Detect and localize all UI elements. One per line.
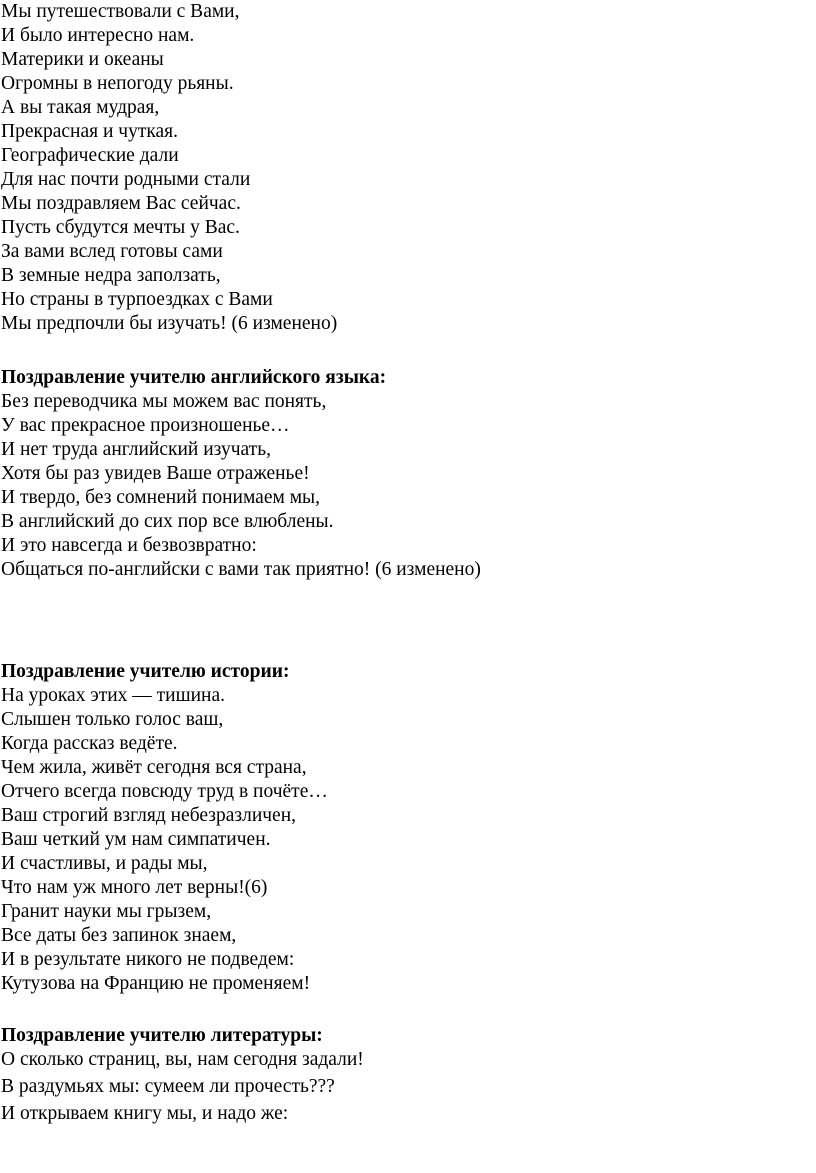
poem-line: Без переводчика мы можем вас понять, bbox=[1, 391, 327, 412]
poem-line: Ваш четкий ум нам симпатичен. bbox=[1, 829, 271, 850]
poem-line: В земные недра заползать, bbox=[1, 265, 221, 286]
poem-line: Для нас почти родными стали bbox=[1, 169, 251, 190]
poem-line: У вас прекрасное произношенье… bbox=[1, 415, 290, 436]
section-heading-english: Поздравление учителю английского языка: bbox=[1, 367, 387, 388]
poem-line: За вами вслед готовы сами bbox=[1, 241, 223, 262]
poem-line: Мы поздравляем Вас сейчас. bbox=[1, 193, 241, 214]
poem-line: Материки и океаны bbox=[1, 49, 164, 70]
poem-line: Мы предпочли бы изучать! (6 изменено) bbox=[1, 313, 338, 334]
poem-line: И счастливы, и рады мы, bbox=[1, 853, 208, 874]
poem-line: И твердо, без сомнений понимаем мы, bbox=[1, 487, 321, 508]
poem-line: Мы путешествовали с Вами, bbox=[1, 1, 240, 22]
poem-line: В раздумьях мы: сумеем ли прочесть??? bbox=[1, 1076, 335, 1097]
poem-line: Общаться по-английски с вами так приятно! (6 изменено) bbox=[1, 559, 481, 580]
poem-line: И открываем книгу мы, и надо же: bbox=[1, 1103, 289, 1124]
poem-line: А вы такая мудрая, bbox=[1, 97, 160, 118]
poem-line: Ваш строгий взгляд небезразличен, bbox=[1, 805, 297, 826]
poem-line: Когда рассказ ведёте. bbox=[1, 733, 178, 754]
poem-line: Отчего всегда повсюду труд в почёте… bbox=[1, 781, 328, 802]
poem-line: Что нам уж много лет верны!(6) bbox=[1, 877, 268, 898]
poem-line: Но страны в турпоездках с Вами bbox=[1, 289, 273, 310]
poem-line: Гранит науки мы грызем, bbox=[1, 901, 212, 922]
poem-line: Пусть сбудутся мечты у Вас. bbox=[1, 217, 240, 238]
poem-line: И в результате никого не подведем: bbox=[1, 949, 295, 970]
poem-line: Чем жила, живёт сегодня вся страна, bbox=[1, 757, 307, 778]
poem-line: Все даты без запинок знаем, bbox=[1, 925, 237, 946]
poem-line: Хотя бы раз увидев Ваше отраженье! bbox=[1, 463, 310, 484]
poem-line: Кутузова на Францию не променяем! bbox=[1, 973, 311, 994]
poem-line: Огромны в непогоду рьяны. bbox=[1, 73, 234, 94]
poem-line: Географические дали bbox=[1, 145, 179, 166]
section-heading-history: Поздравление учителю истории: bbox=[1, 661, 290, 682]
section-heading-literature: Поздравление учителю литературы: bbox=[1, 1025, 323, 1046]
poem-line: И было интересно нам. bbox=[1, 25, 195, 46]
poem-line: Слышен только голос ваш, bbox=[1, 709, 224, 730]
poem-line: В английский до сих пор все влюблены. bbox=[1, 511, 334, 532]
poem-line: И нет труда английский изучать, bbox=[1, 439, 271, 460]
poem-line: Прекрасная и чуткая. bbox=[1, 121, 179, 142]
poem-line: О сколько страниц, вы, нам сегодня задали! bbox=[1, 1049, 364, 1070]
poem-line: И это навсегда и безвозвратно: bbox=[1, 535, 257, 556]
poem-line: На уроках этих — тишина. bbox=[1, 685, 226, 706]
